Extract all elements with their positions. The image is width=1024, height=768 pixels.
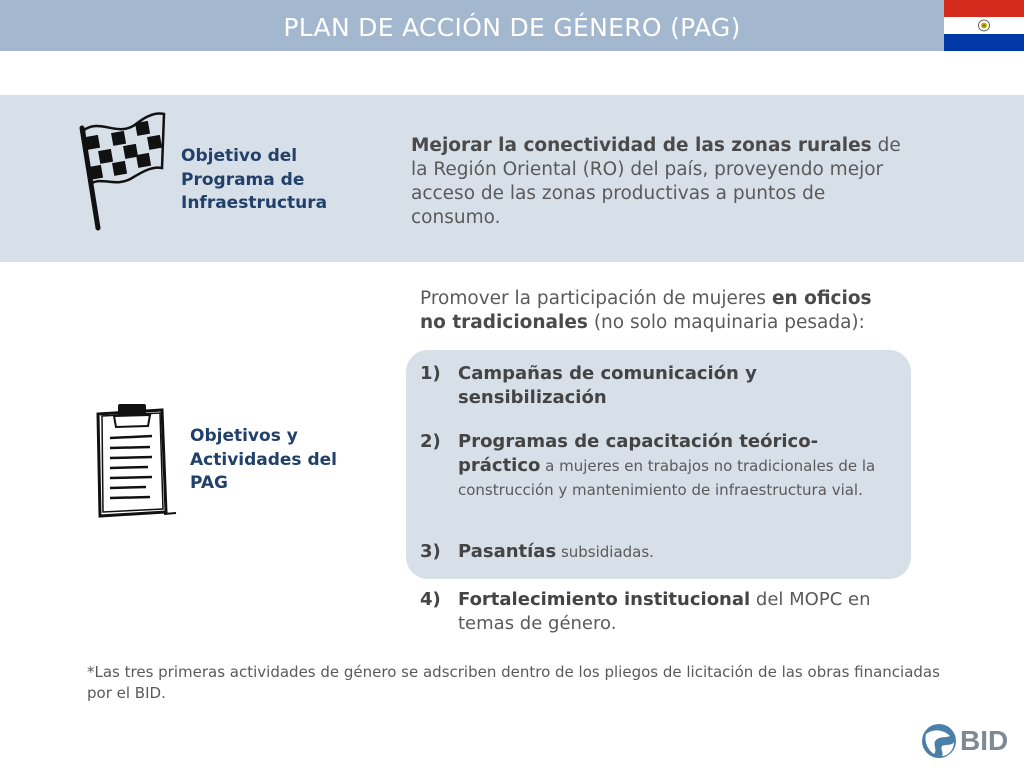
clipboard-icon bbox=[90, 400, 180, 522]
objective-label: Objetivo del Programa de Infraestructura bbox=[181, 146, 328, 213]
list-item-number: 1) bbox=[420, 363, 441, 384]
list-item-rest: del MOPC en temas de género. bbox=[458, 589, 871, 634]
paraguay-flag-icon bbox=[944, 0, 1024, 51]
objective-text-rest: de la Región Oriental (RO) del país, proveyendo mejor acceso de las zonas productivas a puntos de consumo. bbox=[411, 135, 901, 228]
pag-intro bbox=[420, 287, 900, 335]
list-item bbox=[420, 540, 900, 564]
footnote: *Las tres primeras actividades de género se adscriben dentro de los pliegos de licitación de las obras financiadas por el BID. bbox=[87, 663, 940, 702]
list-item-rest: subsidiadas. bbox=[556, 543, 654, 561]
objective-text bbox=[411, 134, 911, 230]
list-item bbox=[420, 362, 900, 410]
pag-intro-bold: en oficios no tradicionales bbox=[420, 288, 872, 333]
pag-label: Objetivos y Actividades del PAG bbox=[190, 426, 337, 493]
checkered-flag-icon bbox=[76, 110, 168, 234]
list-item-bold: Campañas de comunicación y sensibilización bbox=[458, 363, 757, 408]
list-item-bold: Programas de capacitación teórico-práctico bbox=[458, 431, 819, 476]
bid-logo-text: BID bbox=[960, 725, 1009, 756]
pag-intro-end: (no solo maquinaria pesada): bbox=[587, 312, 865, 333]
list-item-rest: a mujeres en trabajos no tradicionales de la construcción y mantenimiento de infraestructura vial. bbox=[458, 457, 876, 499]
list-item-number: 2) bbox=[420, 431, 441, 452]
list-item bbox=[420, 430, 900, 502]
pag-intro-start: Promover la participación de mujeres bbox=[420, 288, 772, 309]
objective-text-bold: Mejorar la conectividad de las zonas rurales bbox=[411, 135, 872, 156]
page-title: PLAN DE ACCIÓN DE GÉNERO (PAG) bbox=[283, 13, 741, 42]
list-item-bold: Pasantías bbox=[458, 541, 557, 562]
list-item bbox=[420, 588, 900, 636]
list-item-bold: Fortalecimiento institucional bbox=[458, 589, 751, 610]
list-item-number: 4) bbox=[420, 589, 441, 610]
list-item-number: 3) bbox=[420, 541, 441, 562]
